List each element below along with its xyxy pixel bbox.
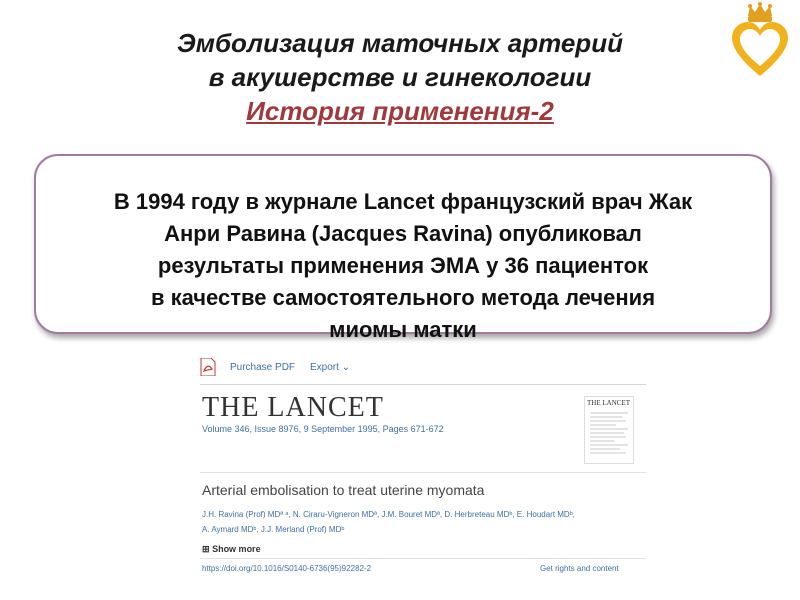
callout-line-2: Анри Равина (Jacques Ravina) опубликовал: [164, 221, 642, 246]
get-rights-link[interactable]: Get rights and content: [540, 564, 619, 573]
divider: [200, 472, 646, 473]
thumbnail-text-lines: [586, 407, 632, 463]
authors-line-2[interactable]: A. Aymard MDᵇ, J.J. Merland (Prof) MDᵇ: [202, 525, 345, 534]
slide-subtitle: История применения-2: [246, 96, 554, 126]
slide-title-line-1: Эмболизация маточных артерий: [177, 28, 623, 58]
show-more-button[interactable]: [202, 544, 261, 555]
export-label: Export: [310, 362, 339, 373]
info-callout: [34, 154, 772, 342]
journal-masthead[interactable]: THE LANCET: [202, 392, 384, 423]
pdf-icon[interactable]: [200, 358, 216, 376]
thumbnail-title: THE LANCET: [587, 399, 630, 407]
callout-line-4: в качестве самостоятельного метода лечения: [150, 285, 656, 310]
callout-line-3: результаты применения ЭМА у 36 пациенток: [157, 253, 649, 278]
slide-title-line-2: в акушерстве и гинекологии: [208, 62, 592, 92]
plus-box-icon: ⊞: [202, 544, 210, 554]
callout-line-5: миомы матки: [329, 317, 477, 342]
volume-info-link[interactable]: Volume 346, Issue 8976, 9 September 1995, Pages 671-672: [202, 424, 444, 434]
show-more-label: Show more: [212, 544, 261, 554]
divider: [200, 558, 646, 559]
author-list: [202, 507, 642, 537]
callout-line-1: В 1994 году в журнале Lancet французский врач Жак: [113, 189, 693, 214]
lancet-article-screenshot: [178, 350, 648, 590]
authors-line-1[interactable]: J.H. Ravina (Prof) MDª ᵃ, N. Ciraru-Vigneron MDª, J.M. Bouret MDª, D. Herbreteau MDᵇ, E. Houdart MDᵇ,: [202, 510, 575, 519]
article-title: Arterial embolisation to treat uterine myomata: [202, 482, 485, 498]
export-menu[interactable]: [310, 362, 350, 373]
purchase-pdf-link[interactable]: Purchase PDF: [230, 362, 296, 373]
doi-link[interactable]: https://doi.org/10.1016/S0140-6736(95)92282-2: [202, 564, 372, 573]
divider: [200, 384, 646, 385]
slide-title: [40, 26, 760, 128]
journal-cover-thumbnail[interactable]: [584, 396, 634, 464]
heart-crown-logo-icon: [728, 2, 792, 80]
chevron-down-icon: ⌄: [341, 362, 351, 373]
